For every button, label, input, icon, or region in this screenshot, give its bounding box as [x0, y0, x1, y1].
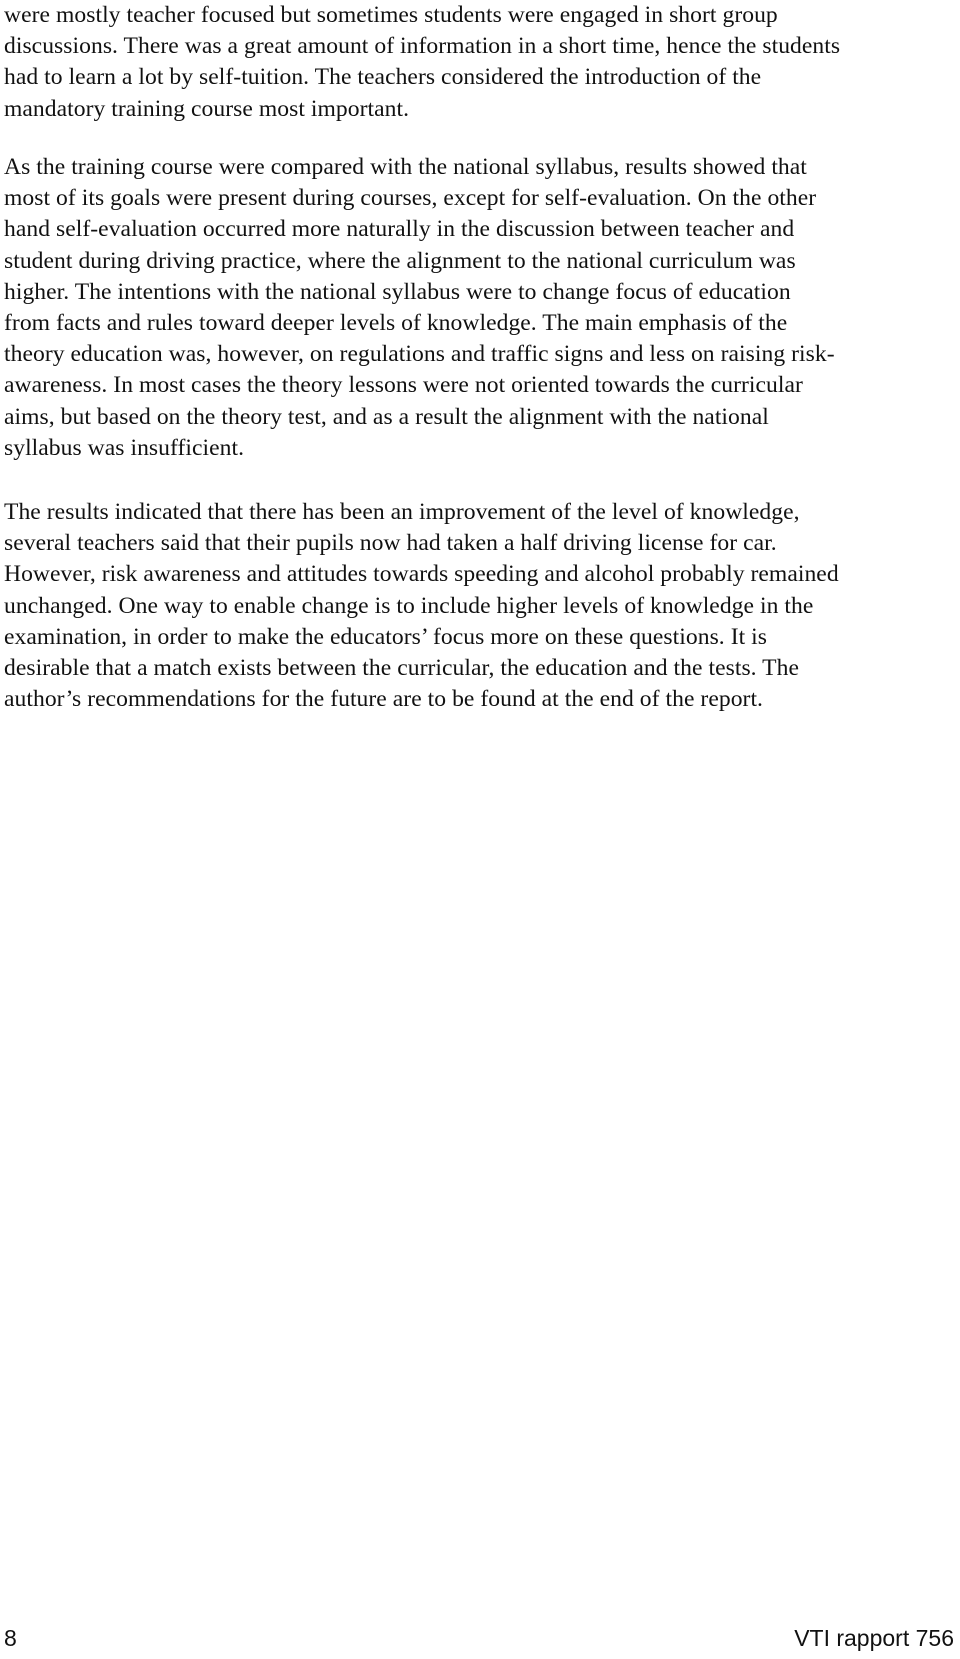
text-line: However, risk awareness and attitudes towards speeding and alcohol probably remained [4, 561, 839, 588]
text-line: discussions. There was a great amount of information in a short time, hence the students [4, 33, 841, 60]
text-line: mandatory training course most important. [4, 95, 410, 122]
text-line: higher. The intentions with the national syllabus were to change focus of education [4, 278, 791, 305]
text-line: syllabus was insufficient. [4, 434, 245, 461]
text-line: hand self-evaluation occurred more naturally in the discussion between teacher and [4, 216, 795, 243]
text-line: aims, but based on the theory test, and as a result the alignment with the national [4, 403, 769, 430]
page-number: 8 [4, 1625, 17, 1651]
paragraph-teaching-methods [4, 0, 934, 125]
text-line: from facts and rules toward deeper levels of knowledge. The main emphasis of the [4, 310, 788, 337]
text-line: awareness. In most cases the theory lessons were not oriented towards the curricular [4, 372, 803, 399]
text-line: As the training course were compared with the national syllabus, results showed that [4, 154, 807, 180]
paragraph-results [4, 497, 934, 715]
text-line: had to learn a lot by self-tuition. The teachers considered the introduction of the [4, 64, 762, 91]
text-line: were mostly teacher focused but sometimes students were engaged in short group [4, 2, 778, 28]
text-line: desirable that a match exists between the curricular, the education and the tests. The [4, 655, 799, 682]
text-line: student during driving practice, where the alignment to the national curriculum was [4, 247, 796, 274]
text-line: most of its goals were present during courses, except for self-evaluation. On the other [4, 185, 817, 212]
text-line: several teachers said that their pupils now had taken a half driving license for car. [4, 530, 777, 557]
text-line: unchanged. One way to enable change is to include higher levels of knowledge in the [4, 592, 814, 619]
text-line: author’s recommendations for the future are to be found at the end of the report. [4, 686, 764, 713]
text-line: The results indicated that there has been an improvement of the level of knowledge, [4, 499, 800, 525]
paragraph-syllabus-comparison [4, 152, 934, 464]
text-line: theory education was, however, on regulations and traffic signs and less on raising risk- [4, 341, 835, 368]
text-line: examination, in order to make the educators’ focus more on these questions. It is [4, 623, 767, 650]
report-name: VTI rapport 756 [794, 1625, 954, 1651]
